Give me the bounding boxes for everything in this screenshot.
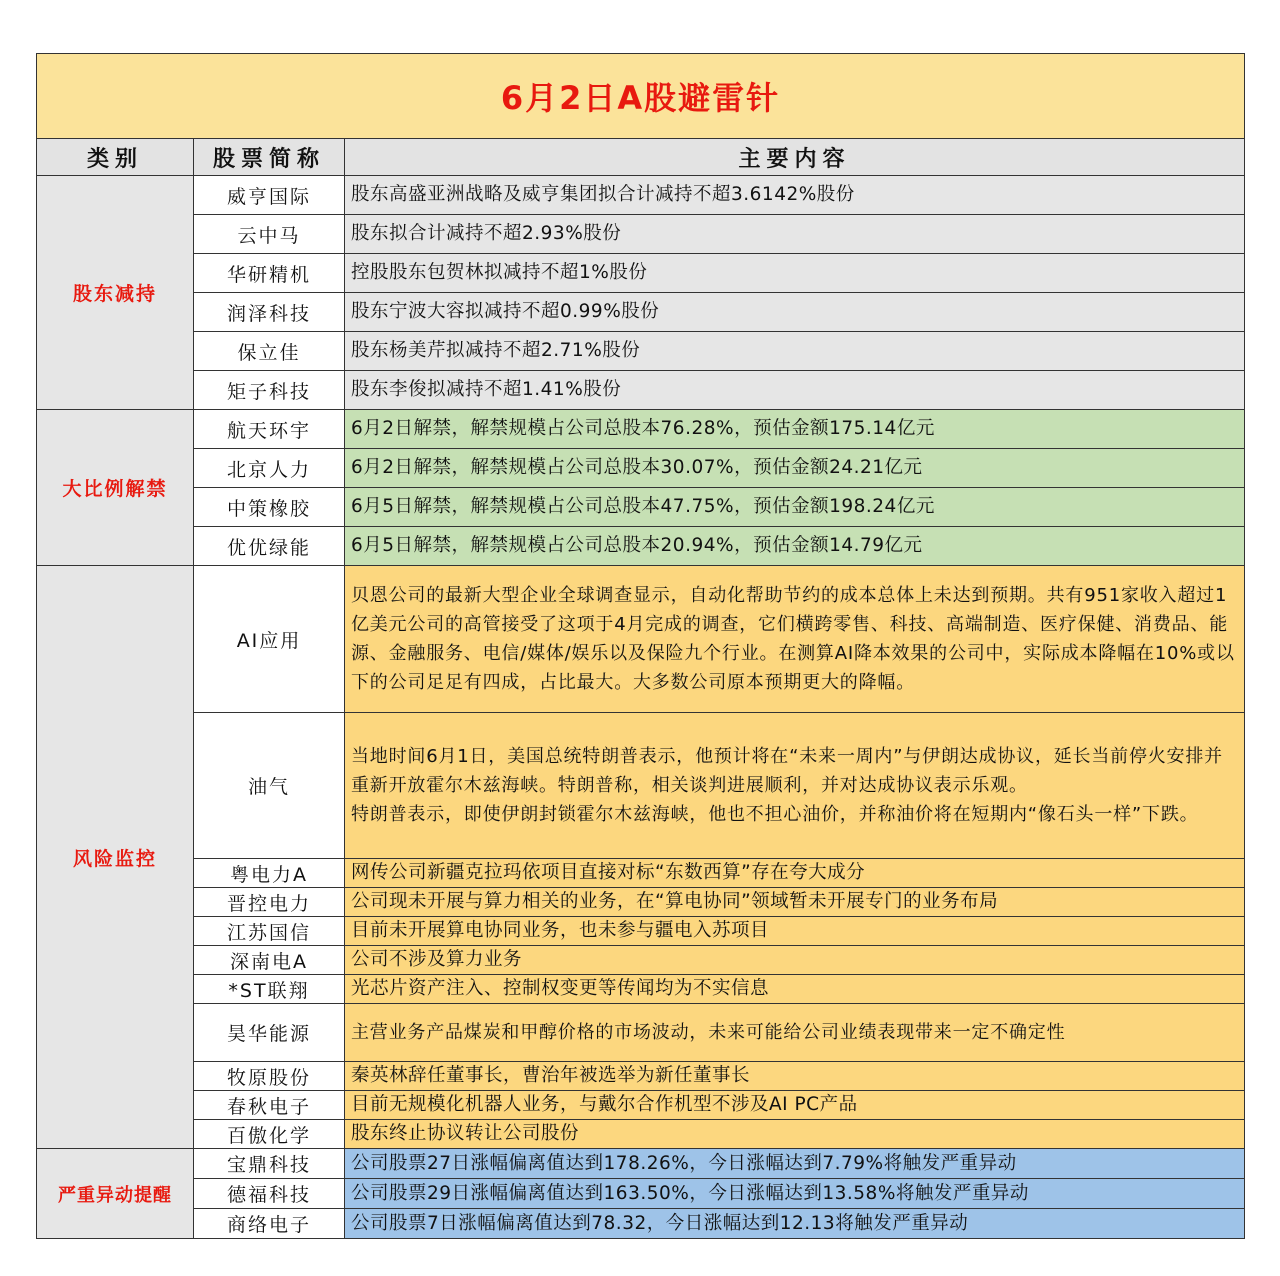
row-content: 股东高盛亚洲战略及威亨集团拟合计减持不超3.6142%股份 [345, 176, 1245, 215]
row-content: 网传公司新疆克拉玛依项目直接对标“东数西算”存在夸大成分 [345, 859, 1245, 888]
row-content: 6月2日解禁，解禁规模占公司总股本76.28%，预估金额175.14亿元 [345, 410, 1245, 449]
stock-name: 云中马 [194, 215, 345, 254]
row-content: 6月2日解禁，解禁规模占公司总股本30.07%，预估金额24.21亿元 [345, 449, 1245, 488]
category-risk-monitoring: 风险监控 [37, 566, 194, 1149]
stock-name: 油气 [194, 713, 345, 859]
stock-name: 晋控电力 [194, 888, 345, 917]
stock-name: 商络电子 [194, 1209, 345, 1239]
sheet-title: 6月2日A股避雷针 [37, 54, 1245, 139]
row-content: 公司股票27日涨幅偏离值达到178.26%，今日涨幅达到7.79%将触发严重异动 [345, 1149, 1245, 1179]
stock-name: AI应用 [194, 566, 345, 713]
row-content: 6月5日解禁，解禁规模占公司总股本47.75%，预估金额198.24亿元 [345, 488, 1245, 527]
row-content: 秦英林辞任董事长，曹治年被选举为新任董事长 [345, 1062, 1245, 1091]
stock-name: 昊华能源 [194, 1004, 345, 1062]
row-content: 公司股票7日涨幅偏离值达到78.32，今日涨幅达到12.13将触发严重异动 [345, 1209, 1245, 1239]
row-content: 目前未开展算电协同业务，也未参与疆电入苏项目 [345, 917, 1245, 946]
row-content: 股东杨美芹拟减持不超2.71%股份 [345, 332, 1245, 371]
stock-name: 华研精机 [194, 254, 345, 293]
header-content: 主要内容 [345, 139, 1245, 176]
row-content: 股东宁波大容拟减持不超0.99%股份 [345, 293, 1245, 332]
stock-name: 宝鼎科技 [194, 1149, 345, 1179]
stock-name: 威亨国际 [194, 176, 345, 215]
category-shareholder-reduction: 股东减持 [37, 176, 194, 410]
stock-name: 江苏国信 [194, 917, 345, 946]
row-content: 主营业务产品煤炭和甲醇价格的市场波动，未来可能给公司业绩表现带来一定不确定性 [345, 1004, 1245, 1062]
row-content [345, 713, 1245, 859]
header-stock: 股票简称 [194, 139, 345, 176]
row-content: 目前无规模化机器人业务，与戴尔合作机型不涉及AI PC产品 [345, 1091, 1245, 1120]
row-content: 公司股票29日涨幅偏离值达到163.50%，今日涨幅达到13.58%将触发严重异动 [345, 1179, 1245, 1209]
stock-name: 中策橡胶 [194, 488, 345, 527]
stock-name: 优优绿能 [194, 527, 345, 566]
stock-name: 深南电A [194, 946, 345, 975]
row-content: 股东李俊拟减持不超1.41%股份 [345, 371, 1245, 410]
row-content: 贝恩公司的最新大型企业全球调查显示，自动化帮助节约的成本总体上未达到预期。共有951家收入超过1亿美元公司的高管接受了这项于4月完成的调查，它们横跨零售、科技、高端制造、医疗保健、消费品、能源、金融服务、电信/媒体/娱乐以及保险九个行业。在测算AI降本效果的公司中，实际成本降幅在10%或以下的公司足足有四成，占比最大。大多数公司原本预期更大的降幅。 [345, 566, 1245, 713]
row-content: 公司不涉及算力业务 [345, 946, 1245, 975]
header-category: 类别 [37, 139, 194, 176]
stock-name: 润泽科技 [194, 293, 345, 332]
stock-name: 北京人力 [194, 449, 345, 488]
row-content: 光芯片资产注入、控制权变更等传闻均为不实信息 [345, 975, 1245, 1004]
stock-name: 航天环宇 [194, 410, 345, 449]
stock-name: *ST联翔 [194, 975, 345, 1004]
row-content: 控股股东包贺林拟减持不超1%股份 [345, 254, 1245, 293]
content-paragraph: 当地时间6月1日，美国总统特朗普表示，他预计将在“未来一周内”与伊朗达成协议，延长当前停火安排并重新开放霍尔木兹海峡。特朗普称，相关谈判进展顺利，并对达成协议表示乐观。 [351, 746, 1223, 796]
row-content: 6月5日解禁，解禁规模占公司总股本20.94%，预估金额14.79亿元 [345, 527, 1245, 566]
warning-table [36, 53, 1245, 1239]
category-severe-anomaly: 严重异动提醒 [37, 1149, 194, 1239]
row-content: 股东终止协议转让公司股份 [345, 1120, 1245, 1149]
row-content: 股东拟合计减持不超2.93%股份 [345, 215, 1245, 254]
stock-name: 牧原股份 [194, 1062, 345, 1091]
content-paragraph: 特朗普表示，即使伊朗封锁霍尔木兹海峡，他也不担心油价，并称油价将在短期内“像石头一样”下跌。 [351, 804, 1199, 825]
row-content: 公司现未开展与算力相关的业务，在“算电协同”领域暂未开展专门的业务布局 [345, 888, 1245, 917]
category-large-unlock: 大比例解禁 [37, 410, 194, 566]
stock-name: 百傲化学 [194, 1120, 345, 1149]
stock-name: 保立佳 [194, 332, 345, 371]
stock-name: 春秋电子 [194, 1091, 345, 1120]
stock-name: 德福科技 [194, 1179, 345, 1209]
stock-name: 粤电力A [194, 859, 345, 888]
stock-warning-sheet [36, 53, 1244, 1239]
stock-name: 矩子科技 [194, 371, 345, 410]
